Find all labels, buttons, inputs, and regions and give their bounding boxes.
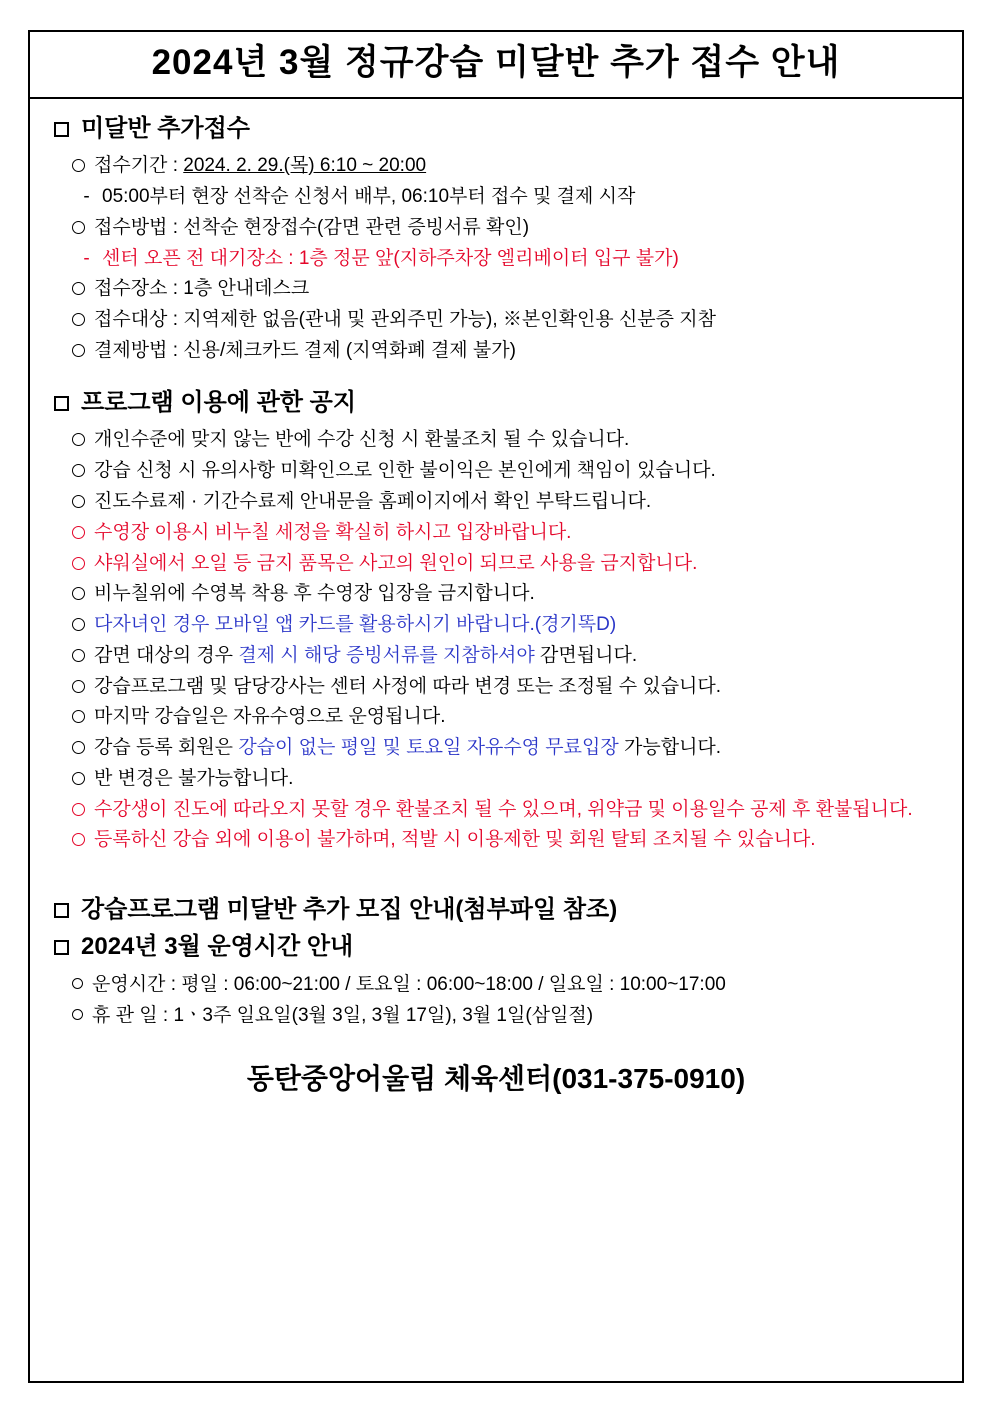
list-item-text: 비누칠위에 수영복 착용 후 수영장 입장을 금지합니다.: [94, 583, 535, 605]
circle-bullet-icon: [72, 282, 85, 295]
list-item: [72, 274, 938, 305]
circle-bullet-icon: [72, 772, 85, 785]
list-item: [72, 487, 938, 518]
list-item: [72, 518, 938, 549]
circle-bullet-icon: [72, 710, 85, 723]
list-item: [72, 672, 938, 703]
circle-bullet-icon: [72, 680, 85, 693]
square-bullet-icon: [54, 122, 69, 137]
circle-bullet-icon: [72, 526, 85, 539]
circle-bullet-icon: [72, 587, 85, 600]
list-item-text: 센터 오픈 전 대기장소 : 1층 정문 앞(지하주차장 엘리베이터 입구 불가): [102, 247, 679, 269]
poster-frame: [28, 30, 964, 1383]
list-item-text: 수영장 이용시 비누칠 세정을 확실히 하시고 입장바랍니다.: [94, 521, 572, 543]
list-item: [72, 610, 938, 641]
circle-bullet-icon: [72, 978, 83, 989]
list-item: [72, 970, 938, 1001]
section-heading-label: 2024년 3월 운영시간 안내: [81, 932, 354, 960]
list-item-text: 강습 등록 회원은 강습이 없는 평일 및 토요일 자유수영 무료입장 가능합니다.: [94, 737, 722, 759]
list-item: [72, 456, 938, 487]
list-item-text: 감면 대상의 경우 결제 시 해당 증빙서류를 지참하셔야 감면됩니다.: [94, 644, 638, 666]
list-item-text: 샤워실에서 오일 등 금지 품목은 사고의 원인이 되므로 사용을 금지합니다.: [94, 552, 698, 574]
footer-contact: 동탄중앙어울림 체육센터(031-375-0910): [246, 1063, 746, 1095]
list-item: [72, 1001, 938, 1032]
section-heading-registration: [54, 115, 938, 144]
list-item: [72, 305, 938, 336]
list-item: [72, 425, 938, 456]
list-item-text: 수강생이 진도에 따라오지 못할 경우 환불조치 될 수 있으며, 위약금 및 이용일수 공제 후 환불됩니다.: [94, 798, 913, 820]
list-item-text: 진도수료제 · 기간수료제 안내문을 홈페이지에서 확인 부탁드립니다.: [94, 490, 652, 512]
circle-bullet-icon: [72, 1009, 83, 1020]
list-item-text: 결제방법 : 신용/체크카드 결제 (지역화폐 결제 불가): [94, 339, 516, 361]
list-item-text: 운영시간 : 평일 : 06:00~21:00 / 토요일 : 06:00~18:00 / 일요일 : 10:00~17:00: [92, 973, 726, 995]
section-heading-program-notice: [54, 389, 938, 418]
list-item-text: 강습 신청 시 유의사항 미확인으로 인한 불이익은 본인에게 책임이 있습니다.: [94, 460, 716, 482]
square-bullet-icon: [54, 396, 69, 411]
body-area: [30, 99, 962, 1098]
list-item-text: 개인수준에 맞지 않는 반에 수강 신청 시 환불조치 될 수 있습니다.: [94, 429, 630, 451]
registration-list: [54, 151, 938, 366]
list-item: [72, 764, 938, 795]
list-item: [72, 825, 938, 856]
dash-bullet-icon: -: [83, 247, 90, 269]
list-item: [72, 336, 938, 367]
list-item-text: 05:00부터 현장 선착순 신청서 배부, 06:10부터 접수 및 결제 시작: [102, 186, 636, 208]
circle-bullet-icon: [72, 495, 85, 508]
list-item: [72, 182, 938, 213]
section-heading-hours: [54, 933, 938, 962]
title-box: [30, 32, 962, 99]
circle-bullet-icon: [72, 221, 85, 234]
circle-bullet-icon: [72, 464, 85, 477]
list-item: [72, 733, 938, 764]
list-item: [72, 244, 938, 275]
list-item-text: 접수대상 : 지역제한 없음(관내 및 관외주민 가능), ※본인확인용 신분증 지참: [94, 309, 716, 331]
dash-bullet-icon: -: [83, 186, 90, 208]
circle-bullet-icon: [72, 159, 85, 172]
circle-bullet-icon: [72, 833, 85, 846]
square-bullet-icon: [54, 903, 69, 918]
list-item: [72, 795, 938, 826]
square-bullet-icon: [54, 940, 69, 955]
list-item: [72, 151, 938, 182]
list-item-text: 다자녀인 경우 모바일 앱 카드를 활용하시기 바랍니다.(경기똑D): [94, 614, 617, 636]
list-item-text: 휴 관 일 : 1ㆍ3주 일요일(3월 3일, 3월 17일), 3월 1일(삼일절): [92, 1004, 594, 1026]
circle-bullet-icon: [72, 649, 85, 662]
list-item-text: 접수방법 : 선착순 현장접수(감면 관련 증빙서류 확인): [94, 216, 530, 238]
circle-bullet-icon: [72, 313, 85, 326]
list-item: [72, 213, 938, 244]
list-item: [72, 641, 938, 672]
list-item-text: 접수기간 : 2024. 2. 29.(목) 6:10 ~ 20:00: [94, 155, 427, 177]
list-item-text: 마지막 강습일은 자유수영으로 운영됩니다.: [94, 706, 446, 728]
list-item: [72, 549, 938, 580]
circle-bullet-icon: [72, 433, 85, 446]
circle-bullet-icon: [72, 741, 85, 754]
circle-bullet-icon: [72, 618, 85, 631]
hours-list: [54, 970, 938, 1032]
list-item-text: 접수장소 : 1층 안내데스크: [94, 278, 310, 300]
section-heading-label: 강습프로그램 미달반 추가 모집 안내(첨부파일 참조): [81, 896, 618, 924]
list-item-text: 강습프로그램 및 담당강사는 센터 사정에 따라 변경 또는 조정될 수 있습니다.: [94, 675, 722, 697]
list-item: [72, 579, 938, 610]
program-notice-list: [54, 425, 938, 856]
circle-bullet-icon: [72, 557, 85, 570]
section-heading-attachment: [54, 896, 938, 925]
section-heading-label: 프로그램 이용에 관한 공지: [81, 388, 357, 416]
list-item: [72, 702, 938, 733]
circle-bullet-icon: [72, 344, 85, 357]
list-item-text: 등록하신 강습 외에 이용이 불가하며, 적발 시 이용제한 및 회원 탈퇴 조치될 수 있습니다.: [94, 829, 816, 851]
list-item-text: 반 변경은 불가능합니다.: [94, 767, 294, 789]
page-title: 2024년 3월 정규강습 미달반 추가 접수 안내: [151, 43, 841, 82]
circle-bullet-icon: [72, 803, 85, 816]
section-heading-label: 미달반 추가접수: [81, 114, 250, 142]
